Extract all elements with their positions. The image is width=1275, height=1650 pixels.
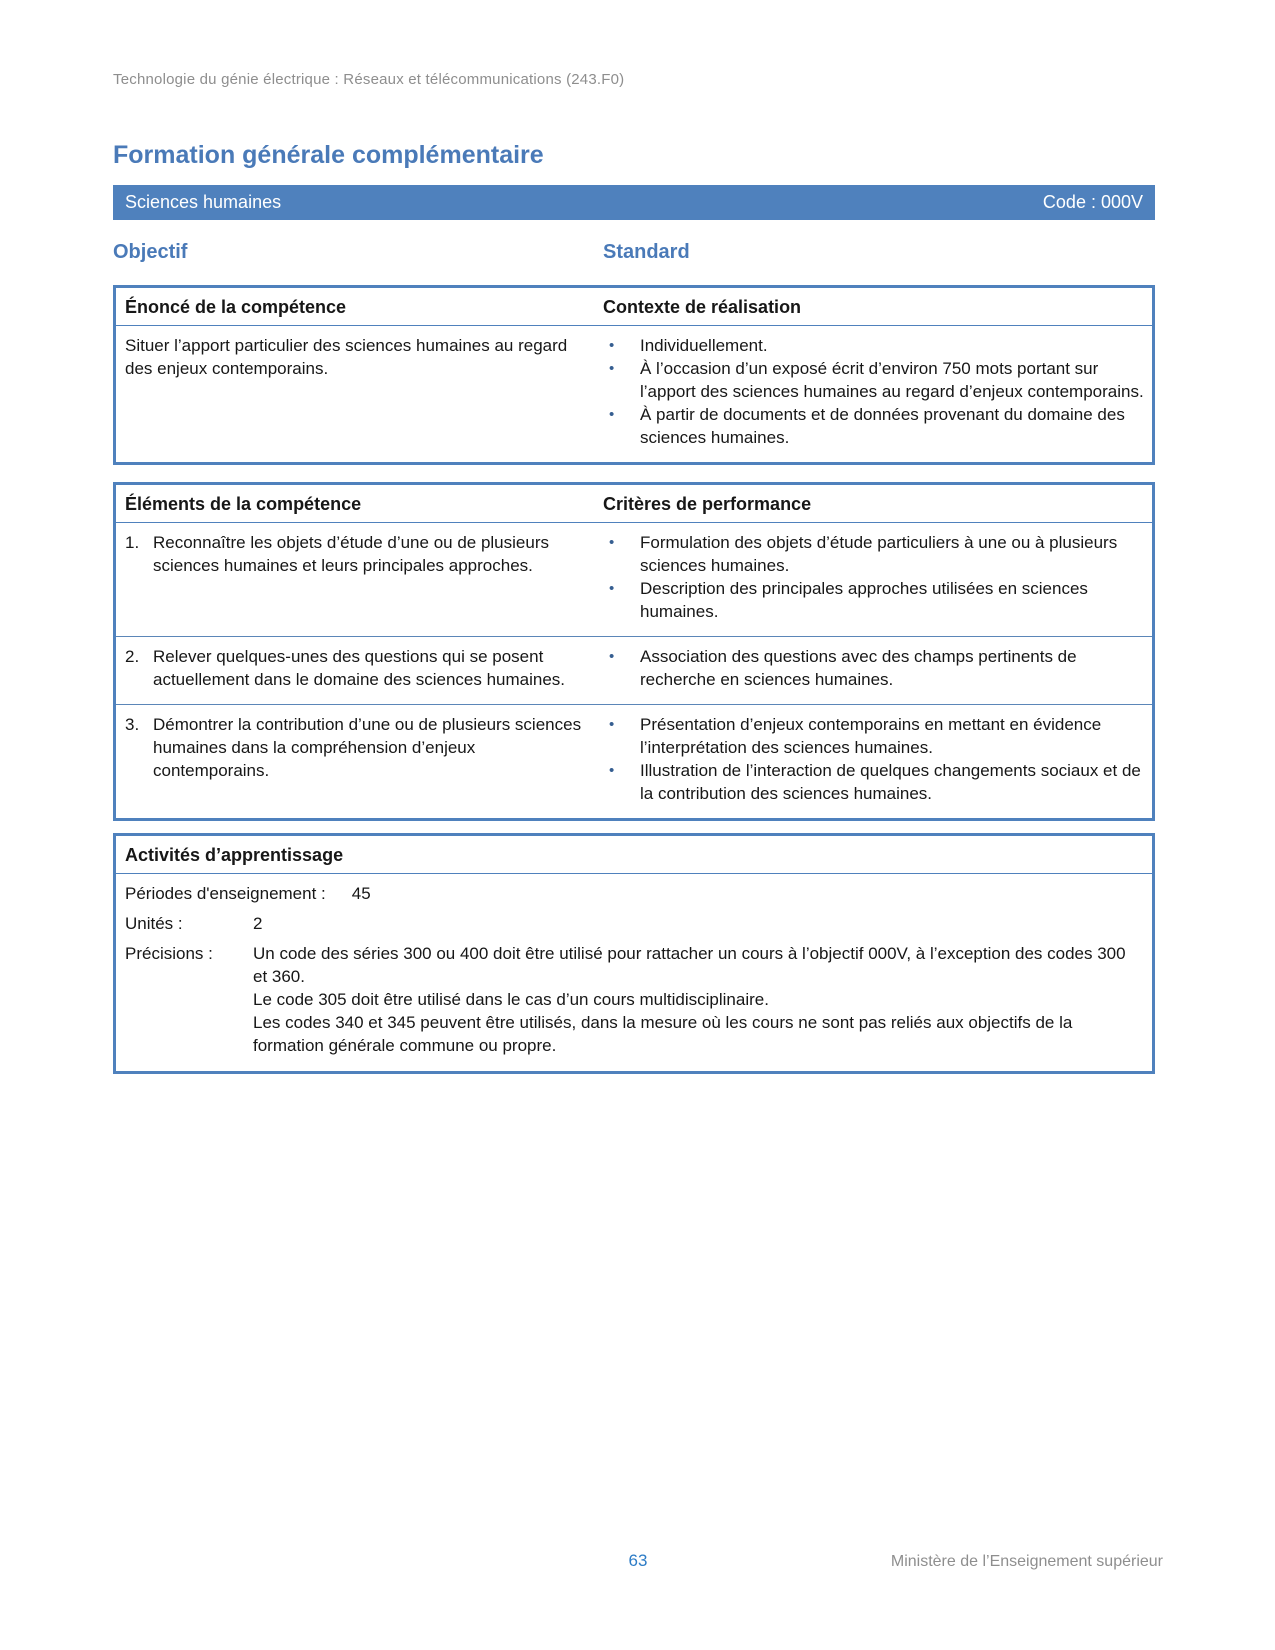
bullet-text: À l’occasion d’un exposé écrit d’environ 750 mots portant sur l’apport des sciences humaines au regard d’enjeux contemporains. (640, 359, 1144, 401)
numbered-item (125, 645, 595, 691)
bullet-icon: • (609, 580, 615, 597)
bullet-icon: • (609, 716, 615, 733)
bullet-icon: • (609, 534, 615, 551)
item-text: Démontrer la contribution d’une ou de plusieurs sciences humaines dans la compréhension d’enjeux contemporains. (153, 715, 582, 780)
page-title: Formation générale complémentaire (113, 141, 544, 169)
element-cell (116, 523, 603, 636)
element-cell (116, 637, 603, 704)
table-header-row (116, 836, 1152, 874)
bullet-icon: • (609, 762, 615, 779)
enonce-header: Énoncé de la compétence (125, 297, 347, 317)
list-item (603, 645, 1144, 691)
banner-subject-label: Sciences humaines (125, 192, 282, 212)
bullet-text: Description des principales approches utilisées en sciences humaines. (640, 579, 1088, 621)
precisions-label: Précisions : (125, 944, 213, 963)
contexte-cell (603, 326, 1152, 462)
precision-line: Un code des séries 300 ou 400 doit être utilisé pour rattacher un cours à l’objectif 000V, à l’exception des codes 300 et 360. (253, 944, 1126, 986)
table-row (116, 523, 1152, 637)
numbered-item (125, 531, 595, 577)
item-text: Reconnaître les objets d’étude d’une ou de plusieurs sciences humaines et leurs principales approches. (153, 533, 549, 575)
list-item (603, 334, 1144, 357)
contexte-header: Contexte de réalisation (603, 297, 802, 317)
element-cell (116, 705, 603, 818)
objectif-heading: Objectif (113, 241, 188, 263)
table-row (116, 705, 1152, 818)
periodes-value: 45 (351, 884, 371, 903)
elements-header: Éléments de la compétence (125, 494, 362, 514)
activites-table (113, 833, 1155, 1074)
bullet-text: À partir de documents et de données provenant du domaine des sciences humaines. (640, 405, 1125, 447)
list-item (603, 403, 1144, 449)
numbered-item (125, 713, 595, 782)
standard-heading: Standard (603, 241, 690, 263)
bullet-icon: • (609, 406, 615, 423)
activites-body (116, 874, 1152, 1071)
precisions-row (125, 942, 1144, 1057)
list-item (603, 531, 1144, 577)
item-number: 2. (125, 647, 140, 666)
ministry-label: Ministère de l’Enseignement supérieur (890, 1553, 1163, 1570)
bullet-text: Association des questions avec des champs pertinents de recherche en sciences humaines. (640, 647, 1077, 689)
page-number: 63 (628, 1551, 648, 1570)
list-item (603, 357, 1144, 403)
table-body-row (116, 326, 1152, 462)
precision-line: Les codes 340 et 345 peuvent être utilisés, dans la mesure où les cours ne sont pas reliés aux objectifs de la formation générale commune ou propre. (253, 1013, 1073, 1055)
item-number: 1. (125, 533, 140, 552)
unites-value: 2 (253, 914, 263, 933)
enonce-cell: Situer l’apport particulier des sciences humaines au regard des enjeux contemporains. (125, 336, 568, 378)
criteres-cell (603, 705, 1152, 818)
criteres-cell (603, 637, 1152, 704)
precision-line: Le code 305 doit être utilisé dans le cas d’un cours multidisciplinaire. (253, 990, 769, 1009)
precisions-text (253, 942, 1144, 1057)
table-header-row (116, 485, 1152, 523)
criteres-header: Critères de performance (603, 494, 812, 514)
page-content (113, 0, 1155, 1074)
bullet-icon: • (609, 648, 615, 665)
banner-code-label: Code : 000V (1042, 192, 1143, 212)
list-item (603, 759, 1144, 805)
bullet-text: Illustration de l’interaction de quelques changements sociaux et de la contribution des sciences humaines. (640, 761, 1141, 803)
list-item (603, 577, 1144, 623)
table-row (116, 637, 1152, 705)
criteres-cell (603, 523, 1152, 636)
column-headings (113, 239, 1155, 265)
unites-label: Unités : (125, 914, 183, 933)
bullet-icon: • (609, 337, 615, 354)
bullet-icon: • (609, 360, 615, 377)
periodes-label: Périodes d'enseignement : (125, 884, 326, 903)
unites-row (125, 912, 1144, 935)
bullet-text: Formulation des objets d’étude particuliers à une ou à plusieurs sciences humaines. (640, 533, 1118, 575)
item-number: 3. (125, 715, 140, 734)
enonce-contexte-table (113, 285, 1155, 465)
page-footer (113, 1551, 1163, 1575)
elements-criteres-table (113, 482, 1155, 821)
running-header: Technologie du génie électrique : Réseaux et télécommunications (243.F0) (113, 71, 625, 88)
list-item (603, 713, 1144, 759)
subject-banner (113, 185, 1155, 220)
bullet-text: Présentation d’enjeux contemporains en mettant en évidence l’interprétation des sciences humaines. (640, 715, 1102, 757)
bullet-text: Individuellement. (640, 336, 768, 355)
activites-header: Activités d’apprentissage (125, 845, 344, 865)
item-text: Relever quelques-unes des questions qui se posent actuellement dans le domaine des sciences humaines. (153, 647, 566, 689)
table-header-row (116, 288, 1152, 326)
periodes-row (125, 882, 1144, 905)
